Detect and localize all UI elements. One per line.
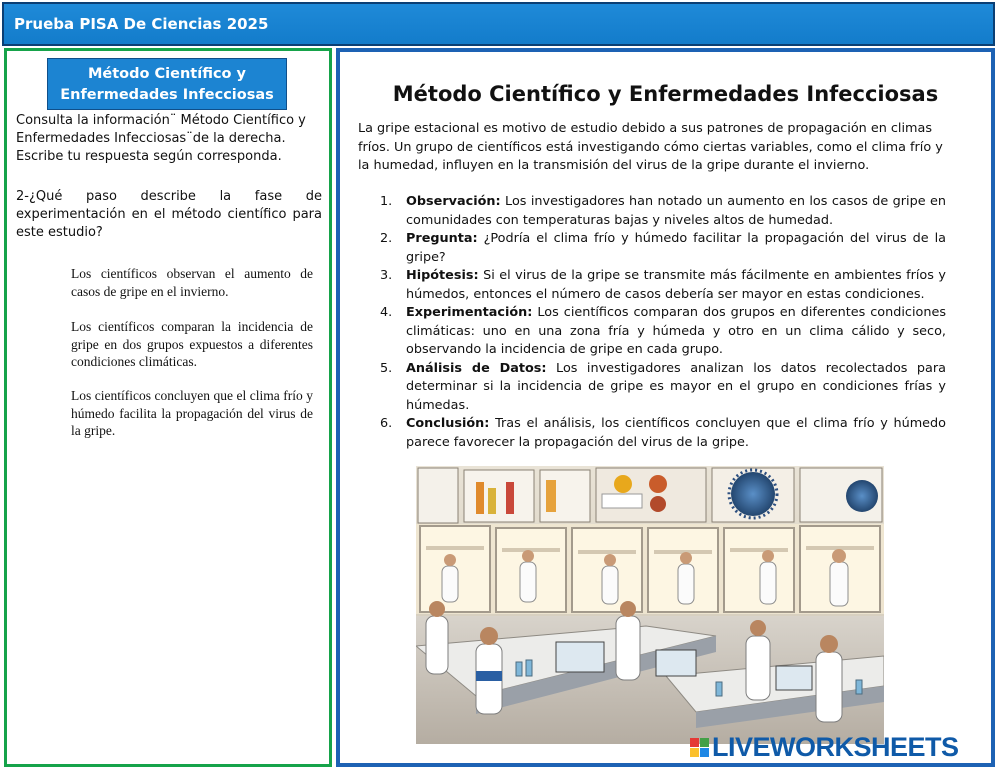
instructions-text: Consulta la información¨ Método Científico y Enfermedades Infecciosas¨de la derecha. Escribe tu respuesta según corresponda. (16, 113, 306, 164)
logo-blocks-icon (690, 738, 709, 757)
question-panel-title: Método Científico y Enfermedades Infecciosas (47, 58, 287, 110)
answer-option-1[interactable]: Los científicos observan el aumento de casos de gripe en el invierno. (71, 266, 313, 299)
method-step: 3. Hipótesis: Si el virus de la gripe se transmite más fácilmente en ambientes fríos y húmedos, entonces el número de casos debería ser mayor en estas condiciones. (380, 268, 946, 302)
header-title: Prueba PISA De Ciencias 2025 (14, 15, 269, 33)
article-panel (336, 48, 995, 767)
laboratory-illustration (416, 466, 884, 744)
article-intro: La gripe estacional es motivo de estudio debido a sus patrones de propagación en climas fríos. Un grupo de científicos está investigando cómo ciertas variables, como el clima frío y la humedad, influyen en la transmisión del virus de la gripe durante el invierno. (358, 121, 943, 173)
article-title: Método Científico y Enfermedades Infecciosas (392, 82, 939, 106)
method-step: 1. Observación: Los investigadores han notado un aumento en los casos de gripe en comunidades con temperaturas bajas y niveles altos de humedad. (380, 194, 946, 228)
method-steps-list (380, 193, 946, 452)
answer-option-2[interactable]: Los científicos comparan la incidencia de gripe en dos grupos expuestos a diferentes condiciones climáticas. (71, 319, 313, 369)
header-bar (2, 2, 995, 46)
method-step: 4. Experimentación: Los científicos comparan dos grupos en diferentes condiciones climáticas: uno en una zona fría y húmeda y otro en un clima cálido y seco, observando la incidencia de gripe en cada grupo. (380, 305, 946, 357)
answer-option-3[interactable]: Los científicos concluyen que el clima frío y húmedo facilita la propagación del virus de la gripe. (71, 388, 313, 438)
method-step: 6. Conclusión: Tras el análisis, los científicos concluyen que el clima frío y húmedo parece favorecer la propagación del virus de la gripe. (380, 416, 946, 450)
liveworksheets-logo (690, 732, 959, 762)
method-step: 5. Análisis de Datos: Los investigadores analizan los datos recolectados para determinar si la incidencia de gripe es mayor en el grupo en condiciones frías y húmedas. (380, 360, 946, 413)
watermark-text: LIVEWORKSHEETS (712, 731, 959, 762)
question-text: 2-¿Qué paso describe la fase de experimentación en el método científico para este estudio? (16, 189, 322, 240)
question-panel (4, 48, 332, 767)
method-step: 2. Pregunta: ¿Podría el clima frío y húmedo facilitar la propagación del virus de la gripe? (380, 231, 946, 265)
